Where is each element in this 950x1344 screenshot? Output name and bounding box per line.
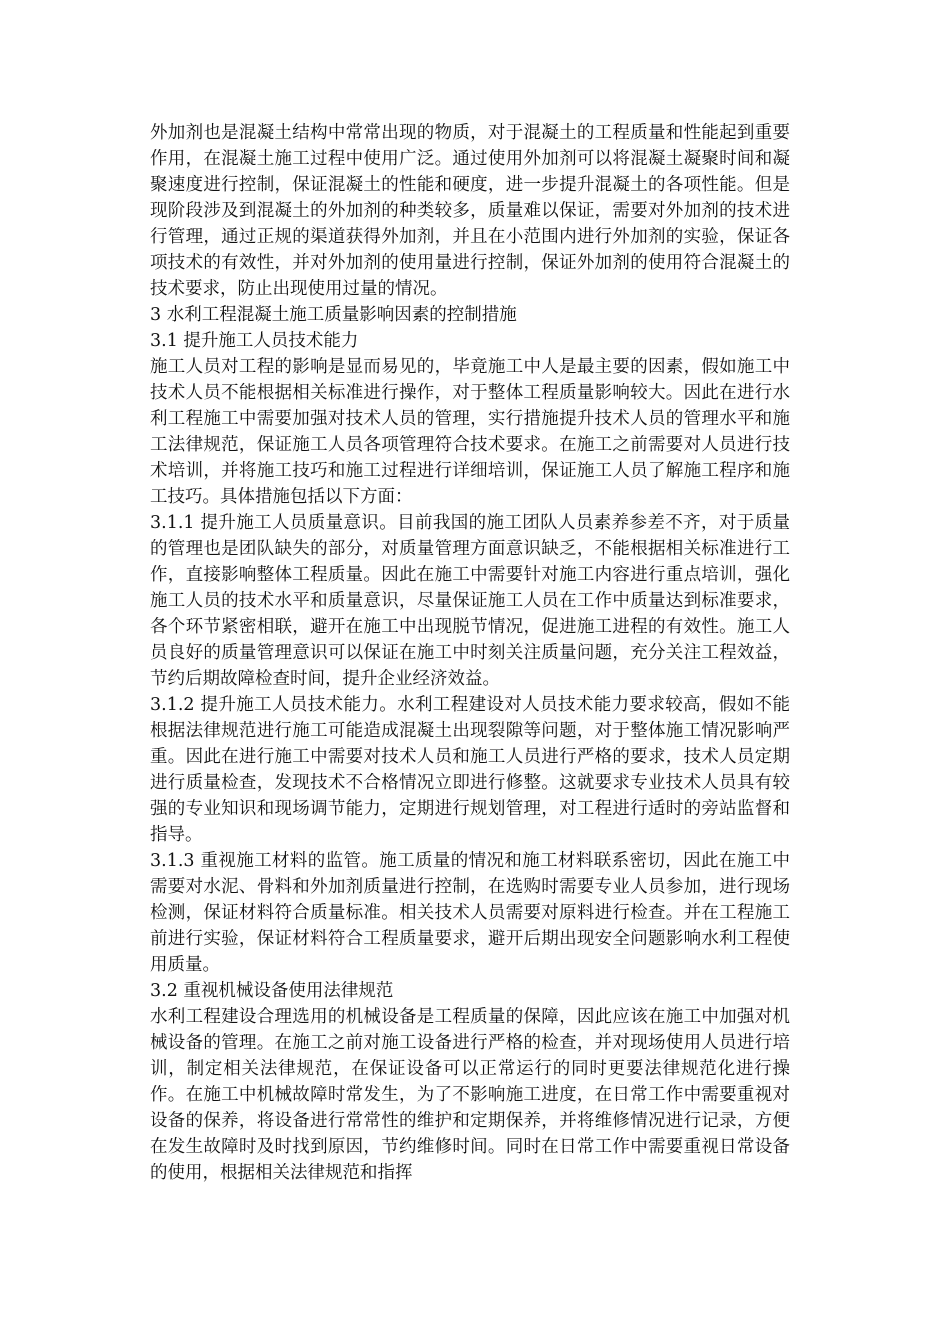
para-section-3-2: 水利工程建设合理选用的机械设备是工程质量的保障，因此应该在施工中加强对机械设备的管理。在施工之前对施工设备进行严格的检查，并对现场使用人员进行培训，制定相关法律规范，在保证设备可以正常运行的同时更要法律规范化进行操作。在施工中机械故障时常发生，为了不影响施工进度，在日常工作中需要重视对设备的保养，将设备进行常常性的维护和定期保养，并将维修情况进行记录，方便在发生故障时及时找到原因，节约维修时间。同时在日常工作中需要重视日常设备的使用，根据相关法律规范和指挥 [150, 1007, 790, 1183]
para-section-3-1-1: 3.1.1 提升施工人员质量意识。目前我国的施工团队人员素养参差不齐，对于质量的管理也是团队缺失的部分，对质量管理方面意识缺乏，不能根据相关标准进行工作，直接影响整体工程质量。因此在施工中需要针对施工内容进行重点培训，强化施工人员的技术水平和质量意识，尽量保证施工人员在工作中质量达到标准要求，各个环节紧密相联，避开在施工中出现脱节情况，促进施工进程的有效性。施工人员良好的质量管理意识可以保证在施工中时刻关注质量问题，充分关注工程效益，节约后期故障检查时间，提升企业经济效益。 [150, 513, 790, 689]
document-page [150, 120, 790, 1186]
heading-section-3: 3 水利工程混凝土施工质量影响因素的控制措施 [150, 305, 517, 325]
para-section-3-1-3: 3.1.3 重视施工材料的监管。施工质量的情况和施工材料联系密切，因此在施工中需要对水泥、骨料和外加剂质量进行控制，在选购时需要专业人员参加，进行现场检测，保证材料符合质量标准。相关技术人员需要对原料进行检查。并在工程施工前进行实验，保证材料符合工程质量要求，避开后期出现安全问题影响水利工程使用质量。 [150, 851, 790, 975]
para-section-3-1-2: 3.1.2 提升施工人员技术能力。水利工程建设对人员技术能力要求较高，假如不能根据法律规范进行施工可能造成混凝土出现裂隙等问题，对于整体施工情况影响严重。因此在进行施工中需要对技术人员和施工人员进行严格的要求，技术人员定期进行质量检查，发现技术不合格情况立即进行修整。这就要求专业技术人员具有较强的专业知识和现场调节能力，定期进行规划管理，对工程进行适时的旁站监督和指导。 [150, 695, 790, 845]
para-admixture: 外加剂也是混凝土结构中常常出现的物质，对于混凝土的工程质量和性能起到重要作用，在混凝土施工过程中使用广泛。通过使用外加剂可以将混凝土凝聚时间和凝聚速度进行控制，保证混凝土的性能和硬度，进一步提升混凝土的各项性能。但是现阶段涉及到混凝土的外加剂的种类较多，质量难以保证，需要对外加剂的技术进行管理，通过正规的渠道获得外加剂，并且在小范围内进行外加剂的实验，保证各项技术的有效性，并对外加剂的使用量进行控制，保证外加剂的使用符合混凝土的技术要求，防止出现使用过量的情况。 [150, 123, 790, 299]
heading-section-3-1: 3.1 提升施工人员技术能力 [150, 331, 359, 351]
heading-section-3-2: 3.2 重视机械设备使用法律规范 [150, 981, 394, 1001]
para-section-3-1: 施工人员对工程的影响是显而易见的，毕竟施工中人是最主要的因素，假如施工中技术人员不能根据相关标准进行操作，对于整体工程质量影响较大。因此在进行水利工程施工中需要加强对技术人员的管理，实行措施提升技术人员的管理水平和施工法律规范，保证施工人员各项管理符合技术要求。在施工之前需要对人员进行技术培训，并将施工技巧和施工过程进行详细培训，保证施工人员了解施工程序和施工技巧。具体措施包括以下方面： [150, 357, 790, 507]
